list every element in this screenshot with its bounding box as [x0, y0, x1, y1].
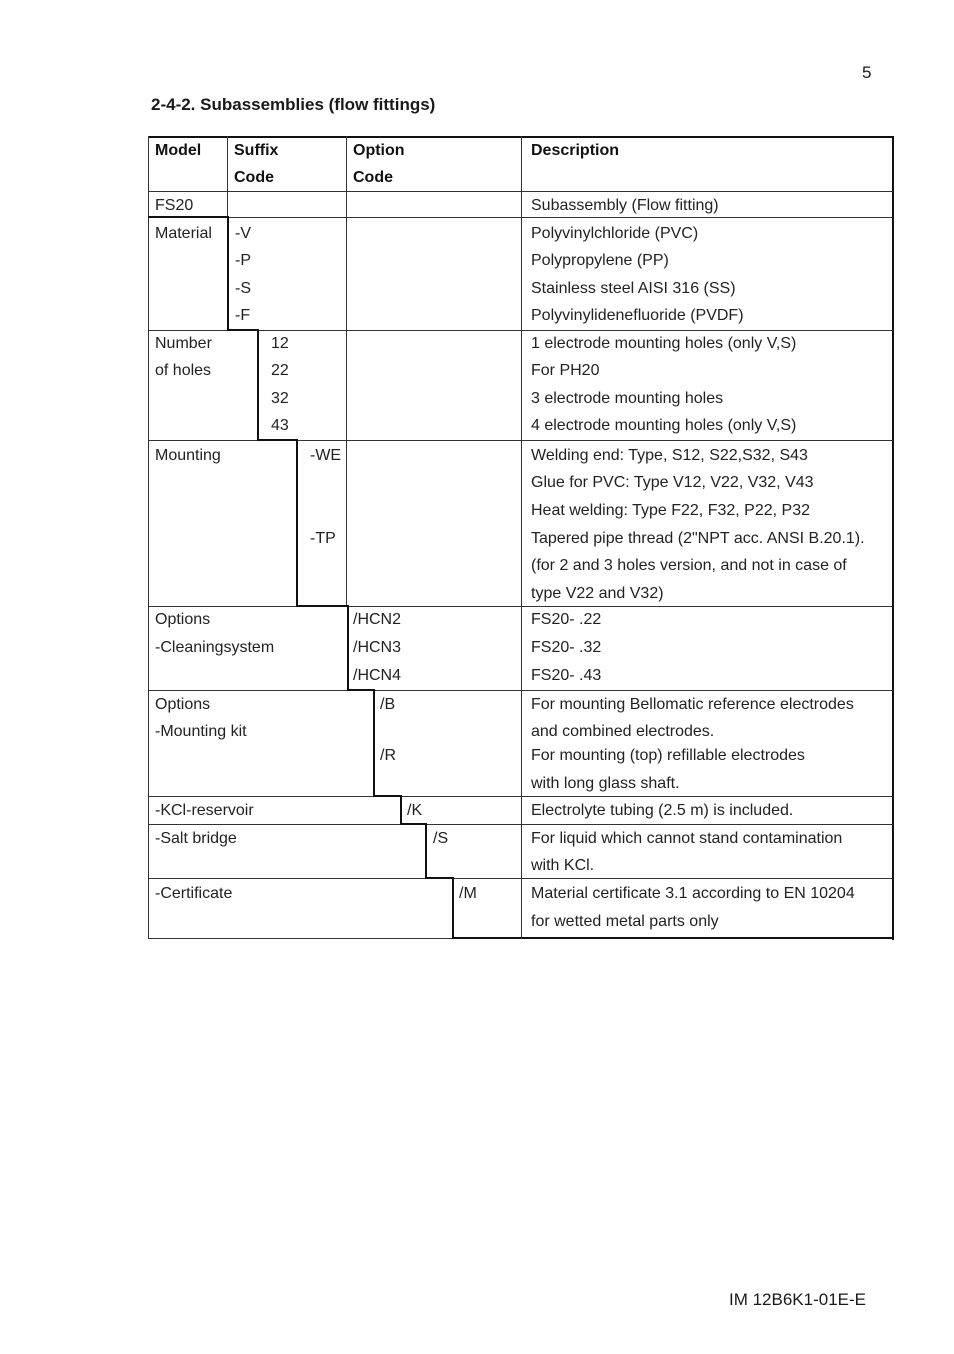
step-kcl [400, 795, 402, 825]
label-holes-line2: of holes [155, 362, 212, 379]
code-cleaning-hcn4: /HCN4 [353, 667, 402, 684]
code-mounting-tp: -TP [310, 530, 336, 547]
label-mountkit-line1: Options [155, 696, 211, 713]
model-fs20: FS20 [155, 197, 194, 214]
step-mountkit [373, 689, 375, 797]
description-mountkit-1: For mounting Bellomatic reference electrodes [531, 696, 854, 713]
step-cleaning [347, 605, 349, 691]
label-certificate: -Certificate [155, 885, 233, 902]
row-line-holes-right [296, 440, 893, 441]
code-material-f: -F [235, 307, 251, 324]
label-kcl: -KCl-reservoir [155, 802, 254, 819]
step-material [227, 216, 229, 331]
header-description: Description [531, 142, 620, 159]
row-line-salt-right [452, 878, 893, 879]
description-mounting-3: Heat welding: Type F22, F32, P22, P32 [531, 502, 810, 519]
row-line-mounting-step [296, 605, 348, 607]
table-border-bottom-left [148, 938, 453, 939]
label-mounting: Mounting [155, 447, 221, 464]
header-option-line2: Code [353, 169, 393, 186]
table-border-left [148, 136, 149, 939]
page-number: 5 [862, 63, 872, 82]
header-suffix-line1: Suffix [234, 142, 279, 159]
step-certificate [452, 877, 454, 939]
section-heading: 2-4-2. Subassemblies (flow fittings) [151, 95, 436, 114]
code-salt: /S [433, 830, 449, 847]
description-mounting-2: Glue for PVC: Type V12, V22, V32, V43 [531, 474, 814, 491]
description-mounting-6: type V22 and V32) [531, 585, 664, 602]
label-holes-line1: Number [155, 335, 212, 352]
description-salt-1: For liquid which cannot stand contamination [531, 830, 843, 847]
description-mounting-4: Tapered pipe thread (2"NPT acc. ANSI B.20.1). [531, 530, 865, 547]
description-holes-43: 4 electrode mounting holes (only V,S) [531, 417, 797, 434]
step-salt [425, 823, 427, 879]
description-certificate-2: for wetted metal parts only [531, 913, 719, 930]
header-model: Model [155, 142, 202, 159]
step-mounting [296, 439, 298, 607]
code-holes-32: 32 [271, 390, 289, 407]
label-cleaning-line2: -Cleaningsystem [155, 639, 275, 656]
row-line-salt-step [425, 877, 454, 879]
description-cleaning-3: FS20- .43 [531, 667, 602, 684]
step-holes [257, 329, 259, 441]
divider-model [227, 136, 228, 218]
code-mountkit-b: /B [380, 696, 396, 713]
label-cleaning-line1: Options [155, 611, 211, 628]
description-material-v: Polyvinylchloride (PVC) [531, 225, 699, 242]
description-mountkit-2: and combined electrodes. [531, 723, 715, 740]
label-salt: -Salt bridge [155, 830, 237, 847]
row-line-salt-left [148, 878, 426, 879]
header-option-line1: Option [353, 142, 405, 159]
divider-suffix [346, 136, 347, 606]
table-border-bottom-right [452, 937, 894, 939]
code-certificate: /M [459, 885, 477, 902]
code-cleaning-hcn3: /HCN3 [353, 639, 402, 656]
code-cleaning-hcn2: /HCN2 [353, 611, 402, 628]
table-border-right [892, 136, 894, 940]
description-material-p: Polypropylene (PP) [531, 252, 669, 269]
divider-description [521, 136, 522, 939]
description-mounting-1: Welding end: Type, S12, S22,S32, S43 [531, 447, 808, 464]
code-holes-12: 12 [271, 335, 289, 352]
code-material-p: -P [235, 252, 251, 269]
code-material-v: -V [235, 225, 251, 242]
code-kcl: /K [407, 802, 423, 819]
description-cleaning-2: FS20- .32 [531, 639, 602, 656]
description-kcl: Electrolyte tubing (2.5 m) is included. [531, 802, 794, 819]
document-code: IM 12B6K1-01E-E [729, 1290, 867, 1309]
code-holes-22: 22 [271, 362, 289, 379]
header-suffix-line2: Code [234, 169, 274, 186]
description-mountkit-3: For mounting (top) refillable electrodes [531, 747, 805, 764]
description-mountkit-4: with long glass shaft. [531, 775, 680, 792]
description-holes-32: 3 electrode mounting holes [531, 390, 724, 407]
code-mountkit-r: /R [380, 747, 396, 764]
description-salt-2: with KCl. [531, 857, 595, 874]
row-line-holes-left [148, 440, 258, 441]
code-mounting-we: -WE [310, 447, 342, 464]
description-holes-12: 1 electrode mounting holes (only V,S) [531, 335, 797, 352]
code-holes-43: 43 [271, 417, 289, 434]
description-fs20: Subassembly (Flow fitting) [531, 197, 719, 214]
description-mounting-5: (for 2 and 3 holes version, and not in case of [531, 557, 847, 574]
description-certificate-1: Material certificate 3.1 according to EN 10204 [531, 885, 855, 902]
row-line-mountkit-step [373, 795, 402, 797]
description-cleaning-1: FS20- .22 [531, 611, 602, 628]
code-material-s: -S [235, 280, 251, 297]
description-holes-22: For PH20 [531, 362, 600, 379]
label-mountkit-line2: -Mounting kit [155, 723, 247, 740]
label-material: Material [155, 225, 212, 242]
description-material-s: Stainless steel AISI 316 (SS) [531, 280, 736, 297]
description-material-f: Polyvinylidenefluoride (PVDF) [531, 307, 744, 324]
